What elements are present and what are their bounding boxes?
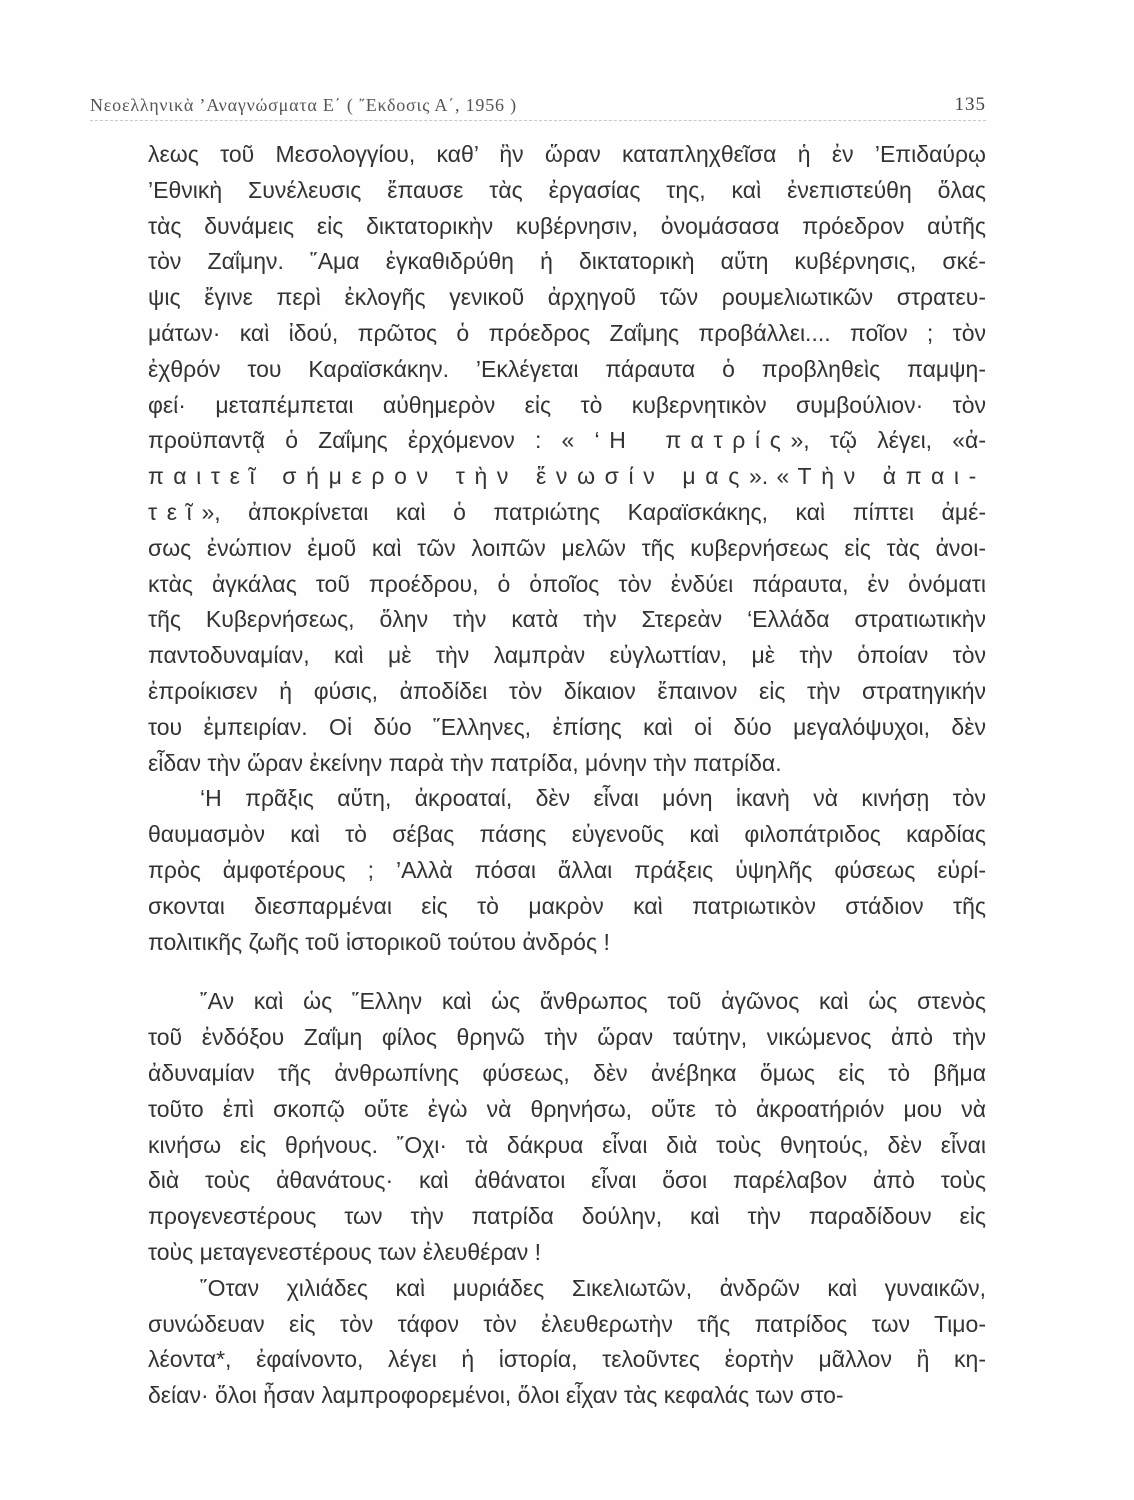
- line-text: λέοντα*, ἐφαίνοντο, λέγει ἡ ἱστορία, τελοῦντες ἑορτὴν μᾶλλον ἢ κη-: [148, 1346, 986, 1373]
- text-line: [148, 674, 986, 710]
- text-segment: ». «: [749, 463, 798, 490]
- text-line: [148, 209, 986, 245]
- line-text: σως ἐνώπιον ἐμοῦ καὶ τῶν λοιπῶν μελῶν τῆς κυβερνήσεως εἰς τὰς ἀνοι-: [148, 534, 986, 561]
- text-line: [148, 1020, 986, 1056]
- text-line: [148, 1199, 986, 1235]
- text-line: [148, 316, 986, 352]
- line-text: θαυμασμὸν καὶ τὸ σέβας πάσης εὐγενοῦς καὶ φιλοπάτριδος καρδίας: [148, 821, 986, 848]
- line-text: κινήσω εἰς θρήνους. ῎Οχι· τὰ δάκρυα εἶναι διὰ τοὺς θνητούς, δὲν εἶναι: [148, 1131, 986, 1158]
- text-line: [148, 817, 986, 853]
- spaced-emphasis-text: ‘Η πατρίς: [594, 427, 791, 454]
- line-text: ῎Αν καὶ ὡς ῞Ελλην καὶ ὡς ἄνθρωπος τοῦ ἀγῶνος καὶ ὡς στενὸς: [200, 988, 986, 1015]
- text-segment: », ἀποκρίνεται καὶ ὁ πατριώτης Καραϊσκάκης, καὶ πίπτει ἀμέ-: [201, 498, 986, 525]
- text-segment: », τῷ λέγει, «ἀ-: [790, 427, 986, 454]
- paragraph: [148, 984, 986, 1270]
- line-text: δείαν· ὅλοι ἦσαν λαμπροφορεμένοι, ὅλοι εἶχαν τὰς κεφαλάς των στο-: [148, 1382, 844, 1409]
- text-line: [148, 388, 986, 424]
- text-line: [148, 1271, 986, 1307]
- text-line: [148, 889, 986, 925]
- line-text: ῞Οταν χιλιάδες καὶ μυριάδες Σικελιωτῶν, ἀνδρῶν καὶ γυναικῶν,: [200, 1274, 986, 1301]
- text-line: [148, 1128, 986, 1164]
- text-line: [148, 495, 986, 531]
- text-line: [148, 173, 986, 209]
- spaced-emphasis-text: τεῖ: [148, 498, 202, 525]
- text-line: [148, 1378, 986, 1414]
- line-text: [148, 459, 986, 495]
- line-text: φεί· μεταπέμπεται αὐθημερὸν εἰς τὸ κυβερνητικὸν συμβούλιον· τὸν: [148, 391, 986, 418]
- text-line: [148, 1342, 986, 1378]
- line-text: ψις ἔγινε περὶ ἐκλογῆς γενικοῦ ἀρχηγοῦ τῶν ρουμελιωτικῶν στρατευ-: [148, 284, 986, 311]
- line-text: του ἐμπειρίαν. Οἱ δύο ῞Ελληνες, ἐπίσης καὶ οἱ δύο μεγαλόψυχοι, δὲν: [148, 713, 986, 740]
- line-text: σκονται διεσπαρμέναι εἰς τὸ μακρὸν καὶ πατριωτικὸν στάδιον τῆς: [148, 892, 986, 919]
- text-line: [148, 710, 986, 746]
- text-line: [148, 925, 986, 961]
- text-line: [148, 638, 986, 674]
- header-title: Νεοελληνικὰ ’Αναγνώσματα Ε΄ ( ῎Εκδοσις Α΄, 1956 ): [90, 95, 517, 115]
- line-text: ἐπροίκισεν ἡ φύσις, ἀποδίδει τὸν δίκαιον ἔπαινον εἰς τὴν στρατηγικήν: [148, 677, 986, 704]
- line-text: ἀδυναμίαν τῆς ἀνθρωπίνης φύσεως, δὲν ἀνέβηκα ὅμως εἰς τὸ βῆμα: [148, 1059, 986, 1086]
- text-line: [148, 1092, 986, 1128]
- text-line: [148, 602, 986, 638]
- text-segment: προϋπαντᾷ ὁ Ζαΐμης ἐρχόμενον : «: [148, 427, 595, 454]
- line-text: πολιτικῆς ζωῆς τοῦ ἱστορικοῦ τούτου ἀνδρός !: [148, 928, 610, 955]
- paragraph: [148, 137, 986, 781]
- text-line: [148, 1307, 986, 1343]
- line-text: ’Εθνικὴ Συνέλευσις ἔπαυσε τὰς ἐργασίας της, καὶ ἐνεπιστεύθη ὅλας: [148, 176, 986, 203]
- spaced-emphasis-text: παιτεῖ σήμερον τὴν ἕνωσίν μας: [148, 463, 750, 490]
- line-text: τῆς Κυβερνήσεως, ὅλην τὴν κατὰ τὴν Στερεὰν ‘Ελλάδα στρατιωτικὴν: [148, 606, 986, 633]
- text-line: [148, 1235, 986, 1271]
- line-text: μάτων· καὶ ἰδού, πρῶτος ὁ πρόεδρος Ζαΐμης προβάλλει.... ποῖον ; τὸν: [148, 319, 986, 346]
- text-line: [148, 1163, 986, 1199]
- line-text: [148, 495, 986, 531]
- text-line: [148, 746, 986, 782]
- text-line: [148, 423, 986, 459]
- line-text: τὰς δυνάμεις εἰς δικτατορικὴν κυβέρνησιν, ὀνομάσασα πρόεδρον αὐτῆς: [148, 212, 986, 239]
- line-text: συνώδευαν εἰς τὸν τάφον τὸν ἐλευθερωτὴν τῆς πατρίδος των Τιμο-: [148, 1310, 986, 1337]
- line-text: εἶδαν τὴν ὥραν ἐκείνην παρὰ τὴν πατρίδα, μόνην τὴν πατρίδα.: [148, 749, 782, 776]
- page-number: 135: [954, 94, 986, 115]
- line-text: ἐχθρόν του Καραϊσκάκην. ’Εκλέγεται πάραυτα ὁ προβληθεὶς παμψη-: [148, 355, 986, 382]
- text-line: [148, 459, 986, 495]
- paragraph: [148, 1271, 986, 1414]
- text-line: [148, 352, 986, 388]
- line-text: ‘Η πρᾶξις αὕτη, ἀκροαταί, δὲν εἶναι μόνη ἱκανὴ νὰ κινήσῃ τὸν: [200, 785, 986, 812]
- line-text: λεως τοῦ Μεσολογγίου, καθ’ ἣν ὥραν καταπληχθεῖσα ἡ ἐν ’Επιδαύρῳ: [148, 141, 986, 167]
- line-text: προγενεστέρους των τὴν πατρίδα δούλην, καὶ τὴν παραδίδουν εἰς: [148, 1203, 986, 1230]
- line-text: κτὰς ἀγκάλας τοῦ προέδρου, ὁ ὁποῖος τὸν ἐνδύει πάραυτα, ἐν ὀνόματι: [148, 570, 986, 597]
- line-text: παντοδυναμίαν, καὶ μὲ τὴν λαμπρὰν εὐγλωττίαν, μὲ τὴν ὁποίαν τὸν: [148, 642, 986, 669]
- text-line: [148, 984, 986, 1020]
- line-text: [148, 423, 986, 459]
- text-line: [148, 244, 986, 280]
- line-text: διὰ τοὺς ἀθανάτους· καὶ ἀθάνατοι εἶναι ὅσοι παρέλαβον ἀπὸ τοὺς: [148, 1167, 986, 1194]
- line-text: πρὸς ἀμφοτέρους ; ’Αλλὰ πόσαι ἄλλαι πράξεις ὑψηλῆς φύσεως εὑρί-: [148, 856, 986, 883]
- text-line: [148, 531, 986, 567]
- paragraph: [148, 781, 986, 960]
- line-text: τὸν Ζαΐμην. ῞Αμα ἐγκαθιδρύθη ἡ δικτατορικὴ αὕτη κυβέρνησις, σκέ-: [148, 248, 986, 275]
- text-line: [148, 280, 986, 316]
- text-line: [148, 1056, 986, 1092]
- body-text: [148, 137, 986, 1414]
- text-line: [148, 781, 986, 817]
- spaced-emphasis-text: Τὴν ἀπαι-: [797, 463, 986, 490]
- text-line: [148, 137, 986, 173]
- line-text: τοῦτο ἐπὶ σκοπῷ οὔτε ἐγὼ νὰ θρηνήσω, οὔτε τὸ ἀκροατήριόν μου νὰ: [148, 1095, 986, 1122]
- text-line: [148, 567, 986, 603]
- line-text: τοῦ ἐνδόξου Ζαΐμη φίλος θρηνῶ τὴν ὥραν ταύτην, νικώμενος ἀπὸ τὴν: [148, 1024, 986, 1051]
- running-header: [90, 90, 986, 121]
- text-line: [148, 853, 986, 889]
- line-text: τοὺς μεταγενεστέρους των ἐλευθέραν !: [148, 1238, 542, 1265]
